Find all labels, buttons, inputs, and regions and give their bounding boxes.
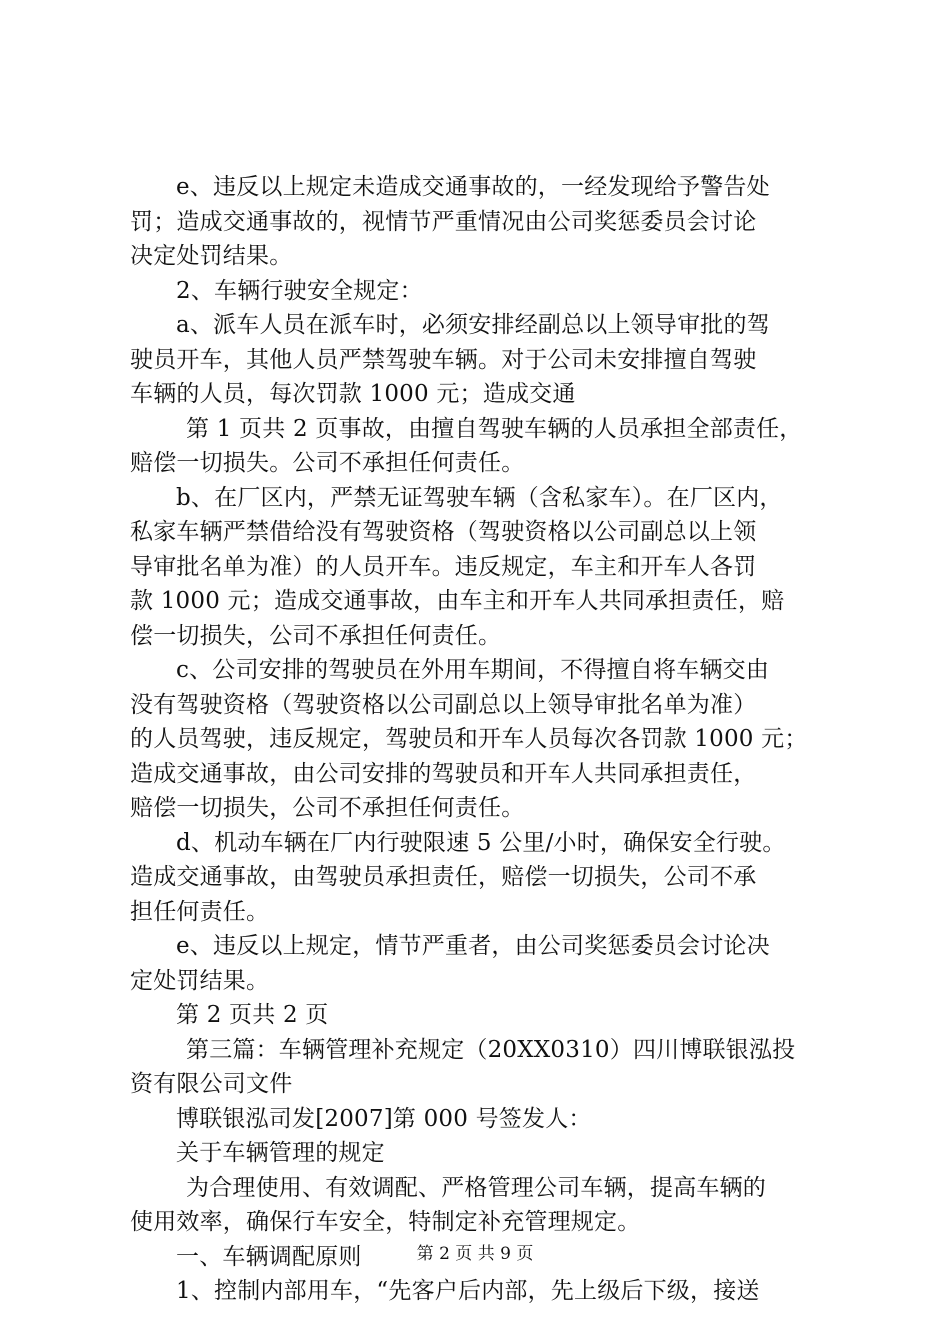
document-body — [130, 170, 830, 1309]
text-line: 资有限公司文件 — [130, 1071, 293, 1097]
text-line: 驶员开车，其他人员严禁驾驶车辆。对于公司未安排擅自驾驶 — [130, 346, 757, 373]
text-line: 第 1 页共 2 页事故，由擅自驾驶车辆的人员承担全部责任， — [186, 415, 803, 442]
text-line: 1、控制内部用车，“先客户后内部，先上级后下级，接送 — [176, 1278, 760, 1304]
subsection-heading: 一、车辆调配原则 — [176, 1243, 362, 1270]
section-heading: 第三篇：车辆管理补充规定（20XX0310）四川博联银泓投 — [186, 1036, 796, 1063]
text-line: 定处罚结果。 — [130, 967, 270, 994]
page-footer: 第 2 页 共 9 页 — [416, 1244, 534, 1264]
text-line: b、在厂区内，严禁无证驾驶车辆（含私家车）。在厂区内， — [176, 484, 783, 511]
text-line: 的人员驾驶，违反规定，驾驶员和开车人员每次各罚款 1000 元； — [130, 726, 808, 752]
text-line: 导审批名单为准）的人员开车。违反规定，车主和开车人各罚 — [130, 553, 757, 580]
text-line: 偿一切损失，公司不承担任何责任。 — [130, 622, 502, 649]
text-line: 没有驾驶资格（驾驶资格以公司副总以上领导审批名单为准） — [130, 691, 757, 718]
text-line: 罚；造成交通事故的，视情节严重情况由公司奖惩委员会讨论 — [130, 208, 757, 235]
text-line: a、派车人员在派车时，必须安排经副总以上领导审批的驾 — [176, 312, 770, 338]
text-line: 造成交通事故，由驾驶员承担责任，赔偿一切损失，公司不承 — [130, 864, 757, 890]
text-line: 车辆的人员，每次罚款 1000 元；造成交通 — [130, 381, 576, 407]
text-line: 2、车辆行驶安全规定： — [176, 277, 423, 304]
inner-page-number: 第 2 页共 2 页 — [176, 1002, 329, 1028]
text-line: 决定处罚结果。 — [130, 243, 293, 269]
text-line: d、机动车辆在厂内行驶限速 5 公里/小时，确保安全行驶。 — [176, 829, 786, 856]
text-line: 赔偿一切损失。公司不承担任何责任。 — [130, 450, 525, 476]
text-line: e、违反以上规定，情节严重者，由公司奖惩委员会讨论决 — [176, 933, 770, 959]
text-line: 私家车辆严禁借给没有驾驶资格（驾驶资格以公司副总以上领 — [130, 519, 757, 545]
text-line: e、违反以上规定未造成交通事故的，一经发现给予警告处 — [176, 174, 770, 200]
text-line: 使用效率，确保行车安全，特制定补充管理规定。 — [130, 1209, 641, 1235]
text-line: c、公司安排的驾驶员在外用车期间，不得擅自将车辆交由 — [176, 657, 770, 683]
document-number: 博联银泓司发[2007]第 000 号签发人： — [176, 1105, 592, 1132]
text-line: 款 1000 元；造成交通事故，由车主和开车人共同承担责任，赔 — [130, 588, 785, 614]
text-line: 造成交通事故，由公司安排的驾驶员和开车人共同承担责任， — [130, 760, 757, 787]
text-line: 为合理使用、有效调配、严格管理公司车辆，提高车辆的 — [186, 1174, 766, 1201]
document-title: 关于车辆管理的规定 — [176, 1140, 385, 1166]
text-line: 担任何责任。 — [130, 898, 270, 925]
text-line: 赔偿一切损失，公司不承担任何责任。 — [130, 795, 525, 821]
